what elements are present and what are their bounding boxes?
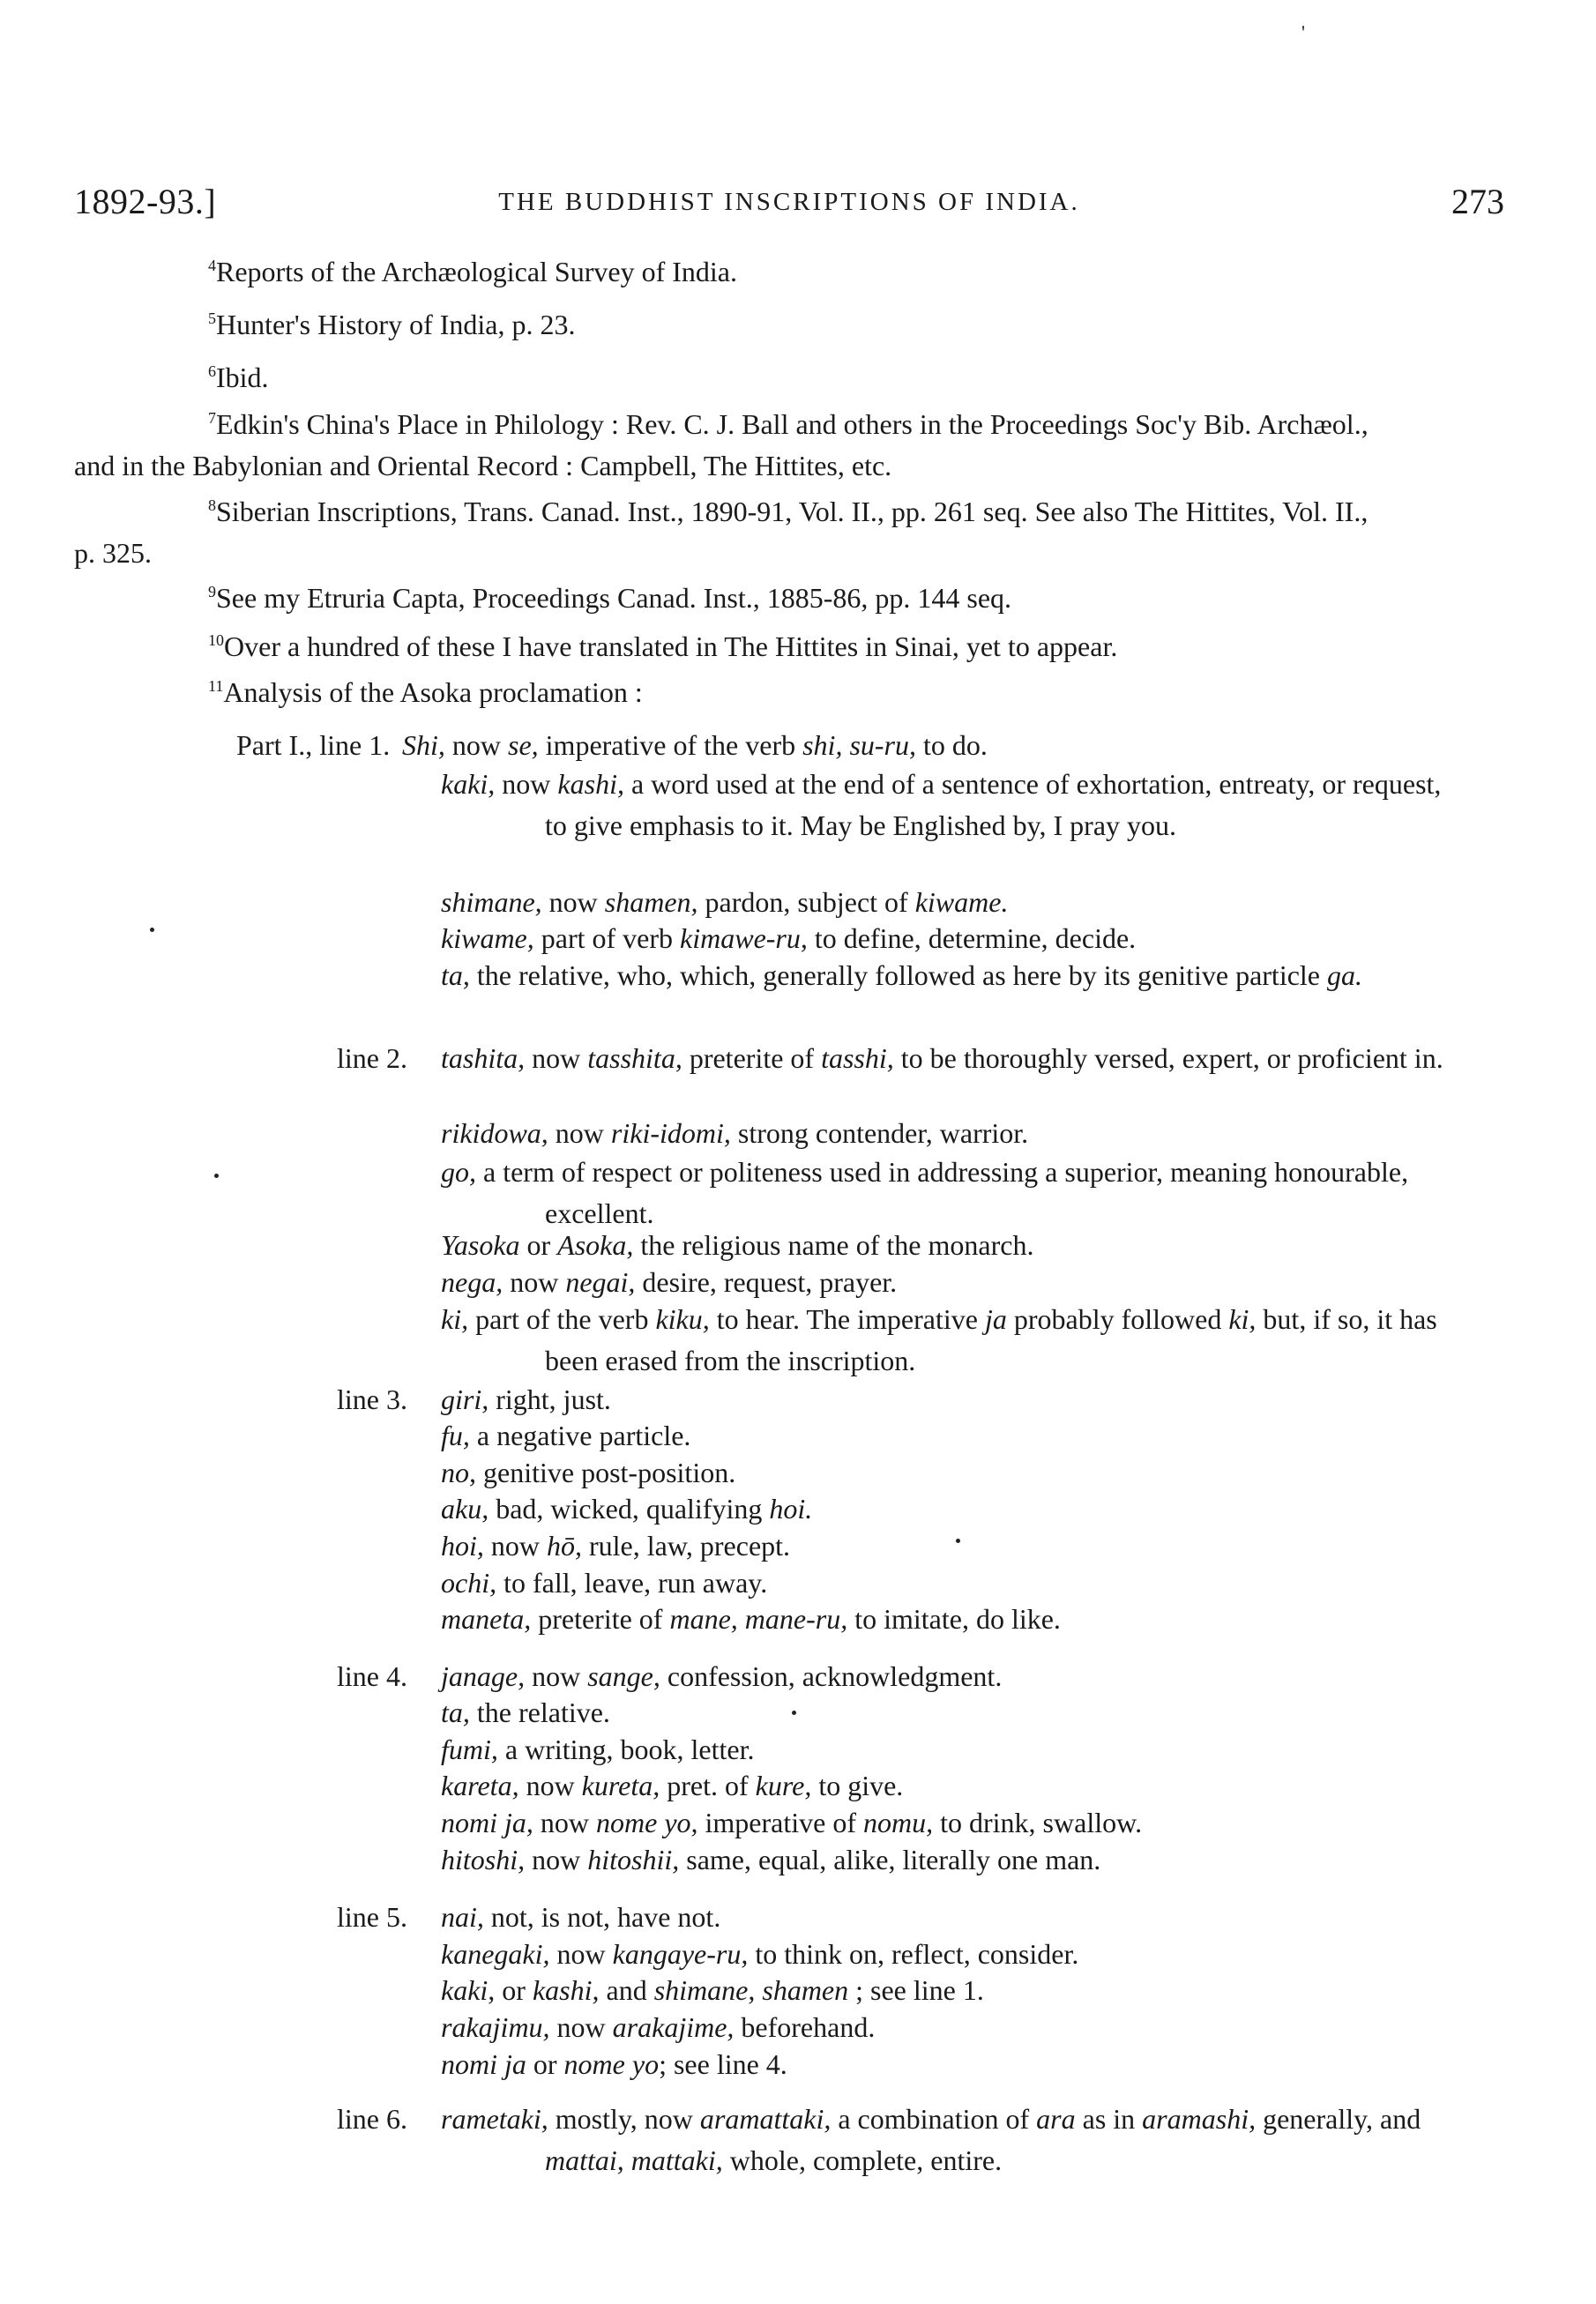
gloss-tashita: tashita, now tasshita, preterite of tasshi, to be thoroughly versed, expert, or proficient in. [441,1042,1443,1074]
gloss-ochi: ochi, to fall, leave, run away. [441,1567,768,1599]
gloss-ki: ki, part of the verb kiku, to hear. The imperative ja probably followed ki, but, if so, it has been erased from the inscription. [441,1303,1437,1376]
gloss-maneta: maneta, preterite of mane, mane-ru, to imitate, do like. [441,1603,1061,1635]
line-5-label: line 5. [337,1901,407,1933]
gloss-rakajimu: rakajimu, now arakajime, beforehand. [441,2011,876,2043]
gloss-go: go, a term of respect or politeness used in addressing a superior, meaning honourable, excellent. [441,1156,1409,1229]
gloss-nega: nega, now negai, desire, request, prayer. [441,1266,898,1298]
part-label: Part I., line 1. [236,729,391,761]
gloss-kaki: kaki, now kashi, a word used at the end of a sentence of exhortation, entreaty, or request, to give emphasis to it. May be Englished by, I pray you. [441,768,1442,841]
gloss-nai: nai, not, is not, have not. [441,1901,721,1933]
line-2-label: line 2. [337,1042,407,1074]
footnote-6: $^6$Ibid. [208,362,269,393]
gloss-kareta: kareta, now kureta, pret. of kure, to give. [441,1770,904,1801]
speck-mark: ' [1301,21,1305,43]
footnote-8: $^8$Siberian Inscriptions, Trans. Canad. Inst., 1890-91, Vol. II., pp. 261 seq. See also The Hittites, Vol. II., p. 325. [74,496,1369,569]
gloss-shimane: shimane, now shamen, pardon, subject of kiwame. [441,886,1009,918]
footnote-5: $^5$Hunter's History of India, p. 23. [208,309,576,340]
gloss-janage: janage, now sange, confession, acknowledgment. [441,1660,1003,1692]
header-year: 1892-93.] [74,182,217,221]
gloss-kaki-kashi: kaki, or kashi, and shimane, shamen ; see line 1. [441,1974,984,2006]
gloss-hoi: hoi, now hō, rule, law, precept. [441,1530,791,1562]
line-6-label: line 6. [337,2103,407,2135]
gloss-shi: Shi, now se, imperative of the verb shi, su-ru, to do. [402,729,988,761]
gloss-ta: ta, the relative, who, which, generally followed as here by its genitive particle ga. [441,959,1362,991]
gloss-ta-relative: ta, the relative. [441,1696,610,1728]
speck-dot [792,1711,796,1715]
gloss-kanegaki: kanegaki, now kangaye-ru, to think on, reflect, consider. [441,1938,1079,1970]
gloss-giri: giri, right, just. [441,1383,611,1415]
gloss-nomi-ja: nomi ja, now nome yo, imperative of nomu, to drink, swallow. [441,1807,1143,1838]
gloss-fu: fu, a negative particle. [441,1420,691,1451]
header-title: THE BUDDHIST INSCRIPTIONS OF INDIA. [498,188,1080,216]
gloss-kiwame: kiwame, part of verb kimawe-ru, to define, determine, decide. [441,922,1137,954]
speck-dot [956,1539,960,1543]
footnote-4: $^4$Reports of the Archæological Survey of India. [208,256,737,287]
gloss-rametaki: rametaki, mostly, now aramattaki, a combination of ara as in aramashi, generally, and mattai, mattaki, whole, complete, entire. [441,2103,1421,2176]
line-4-label: line 4. [337,1660,407,1692]
gloss-no: no, genitive post-position. [441,1457,736,1488]
gloss-hitoshi: hitoshi, now hitoshii, same, equal, alike, literally one man. [441,1844,1101,1875]
speck-dot [150,928,154,932]
footnote-9: $^9$See my Etruria Capta, Proceedings Canad. Inst., 1885-86, pp. 144 seq. [208,582,1012,614]
footnote-10: $^{10}$Over a hundred of these I have translated in The Hittites in Sinai, yet to appear. [208,630,1118,662]
page-number: 273 [1451,182,1504,221]
running-header [74,181,1504,234]
gloss-rikidowa: rikidowa, now riki-idomi, strong contender, warrior. [441,1117,1029,1149]
gloss-fumi: fumi, a writing, book, letter. [441,1734,755,1765]
line-3-label: line 3. [337,1383,407,1415]
footnote-11: $^{11}$Analysis of the Asoka proclamation : [208,676,643,708]
gloss-yasoka: Yasoka or Asoka, the religious name of the monarch. [441,1229,1034,1261]
speck-dot [214,1174,219,1178]
footnote-7: $^7$Edkin's China's Place in Philology : Rev. C. J. Ball and others in the Proceedings Soc'y Bib. Archæol., and in the Babylonian and Oriental Record : Campbell, The Hittites, etc. [74,408,1369,481]
gloss-nomi-ja-ref: nomi ja or nome yo; see line 4. [441,2048,787,2080]
gloss-aku: aku, bad, wicked, qualifying hoi. [441,1493,813,1525]
